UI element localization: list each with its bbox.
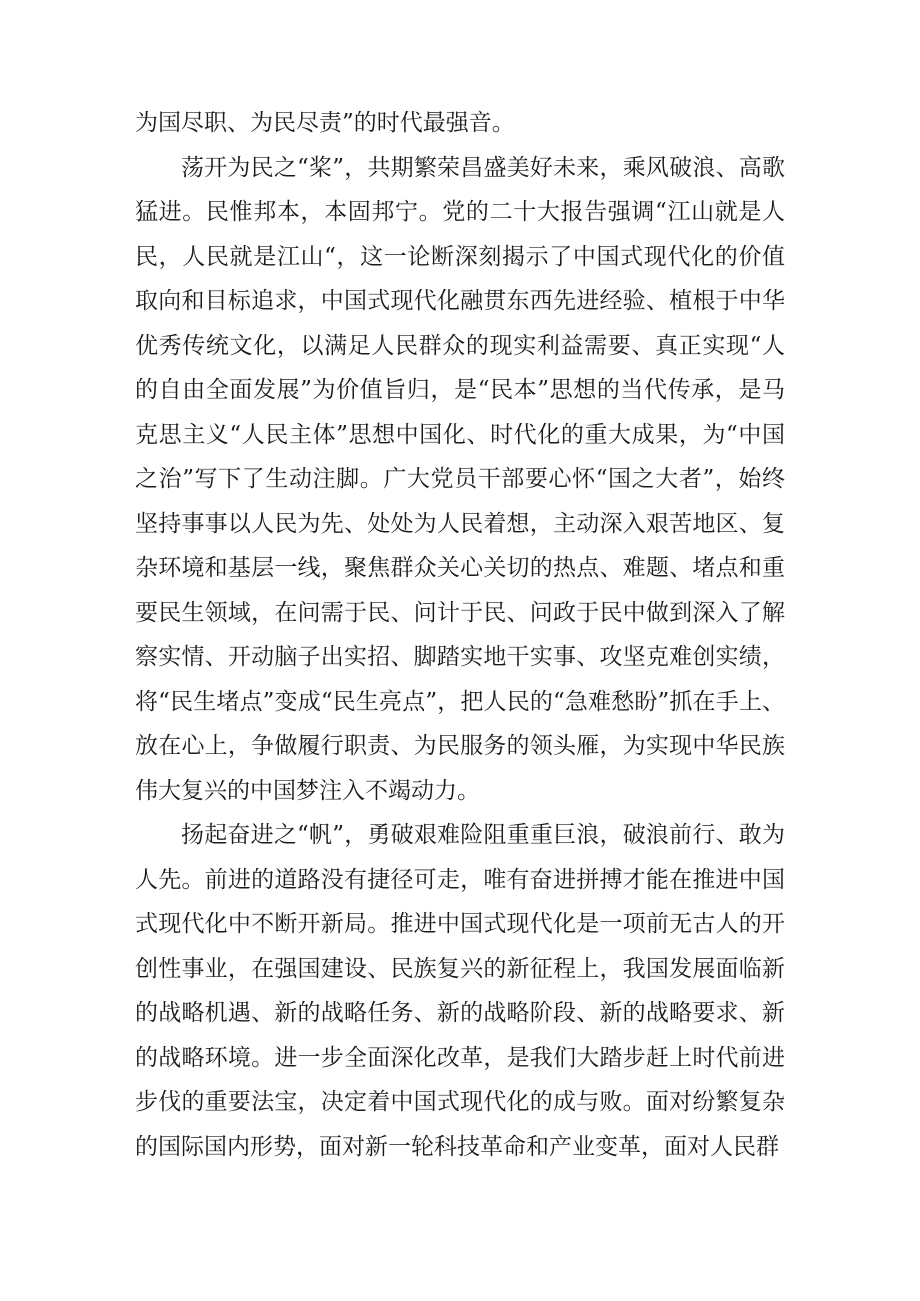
document-page — [135, 101, 785, 1169]
paragraph-1: 为国尽职、为民尽责”的时代最强音。 — [135, 110, 515, 136]
paragraph-2: 荡开为民之“桨”，共期繁荣昌盛美好未来，乘风破浪、高歌猛进。民惟邦本，本固邦宁。党的二十大报告强调“江山就是人民，人民就是江山“，这一论断深刻揭示了中国式现代化的价值取向和目标追求，中国式现代化融贯东西先进经验、植根于中华优秀传统文化，以满足人民群众的现实利益需要、真正实现“人的自由全面发展”为价值旨归，是“民本”思想的当代传承，是马克思主义“人民主体”思想中国化、时代化的重大成果，为“中国之治”写下了生动注脚。广大党员干部要心怀“国之大者”，始终坚持事事以人民为先、处处为人民着想，主动深入艰苦地区、复杂环境和基层一线，聚焦群众关心关切的热点、难题、堵点和重要民生领域，在问需于民、问计于民、问政于民中做到深入了解察实情、开动脑子出实招、脚踏实地干实事、攻坚克难创实绩，将“民生堵点”变成“民生亮点”，把人民的“急难愁盼”抓在手上、放在心上，争做履行职责、为民服务的领头雁，为实现中华民族伟大复兴的中国梦注入不竭动力。 — [135, 154, 785, 804]
paragraph-3: 扬起奋进之“帆”，勇破艰难险阻重重巨浪，破浪前行、敢为人先。前进的道路没有捷径可走，唯有奋进拼搏才能在推进中国式现代化中不断开新局。推进中国式现代化是一项前无古人的开创性事业，在强国建设、民族复兴的新征程上，我国发展面临新的战略机遇、新的战略任务、新的战略阶段、新的战略要求、新的战略环境。进一步全面深化改革，是我们大踏步赶上时代前进步伐的重要法宝，决定着中国式现代化的成与败。面对纷繁复杂的国际国内形势，面对新一轮科技革命和产业变革，面对人民群 — [135, 822, 785, 1160]
